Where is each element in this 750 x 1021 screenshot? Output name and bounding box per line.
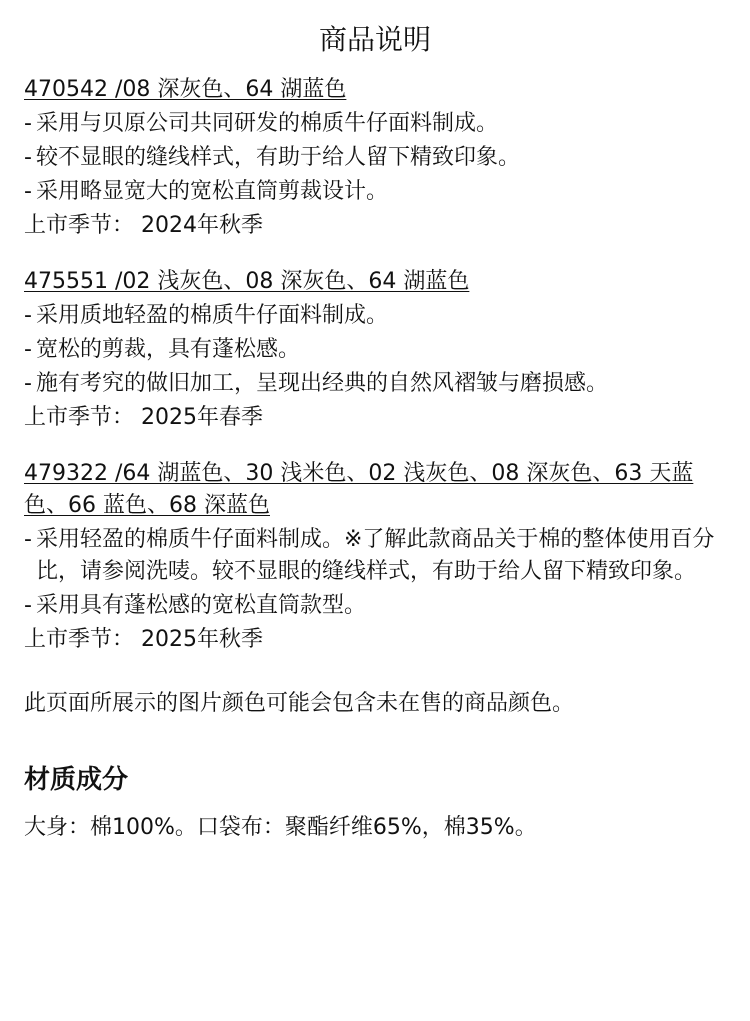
bullet-dash-icon: - [24,593,32,618]
feature-text: 采用与贝原公司共同研发的棉质牛仔面料制成。 [36,111,499,136]
feature-bullet [24,176,726,208]
product-header: 475551 /02 浅灰色、08 深灰色、64 湖蓝色 [24,269,470,294]
feature-bullet [24,300,726,332]
bullet-dash-icon: - [24,145,32,170]
product-header: 479322 /64 湖蓝色、30 浅米色、02 浅灰色、08 深灰色、63 天蓝色、66 蓝色、68 深蓝色 [24,461,694,518]
material-heading: 材质成分 [24,765,129,795]
feature-bullet [24,524,726,588]
product-section-470542 [24,74,726,242]
feature-bullet [24,368,726,400]
launch-season: 上市季节： 2025年秋季 [24,627,263,652]
bullet-dash-icon: - [24,337,32,362]
bullet-dash-icon: - [24,527,32,552]
feature-bullet [24,108,726,140]
bullet-dash-icon: - [24,371,32,396]
feature-text: 采用略显宽大的宽松直筒剪裁设计。 [36,179,389,204]
page-title: 商品说明 [318,23,431,56]
launch-season: 上市季节： 2024年秋季 [24,213,263,238]
product-section-475551 [24,266,726,434]
feature-bullet [24,142,726,174]
feature-text: 施有考究的做旧加工，呈现出经典的自然风褶皱与磨损感。 [36,371,609,396]
feature-text: 采用质地轻盈的棉质牛仔面料制成。 [36,303,389,328]
color-disclaimer-note: 此页面所展示的图片颜色可能会包含未在售的商品颜色。 [24,691,575,716]
feature-text: 宽松的剪裁，具有蓬松感。 [36,337,301,362]
bullet-dash-icon: - [24,179,32,204]
feature-bullet [24,590,726,622]
product-header: 470542 /08 深灰色、64 湖蓝色 [24,77,347,102]
product-section-479322 [24,458,726,656]
bullet-dash-icon: - [24,111,32,136]
launch-season: 上市季节： 2025年春季 [24,405,263,430]
bullet-dash-icon: - [24,303,32,328]
feature-text: 较不显眼的缝线样式，有助于给人留下精致印象。 [36,145,521,170]
feature-text: 采用轻盈的棉质牛仔面料制成。※了解此款商品关于棉的整体使用百分比，请参阅洗唛。较不显眼的缝线样式，有助于给人留下精致印象。 [36,527,715,584]
feature-text: 采用具有蓬松感的宽松直筒款型。 [36,593,367,618]
feature-bullet [24,334,726,366]
material-content: 大身：棉100%。口袋布：聚酯纤维65%，棉35%。 [24,815,537,840]
